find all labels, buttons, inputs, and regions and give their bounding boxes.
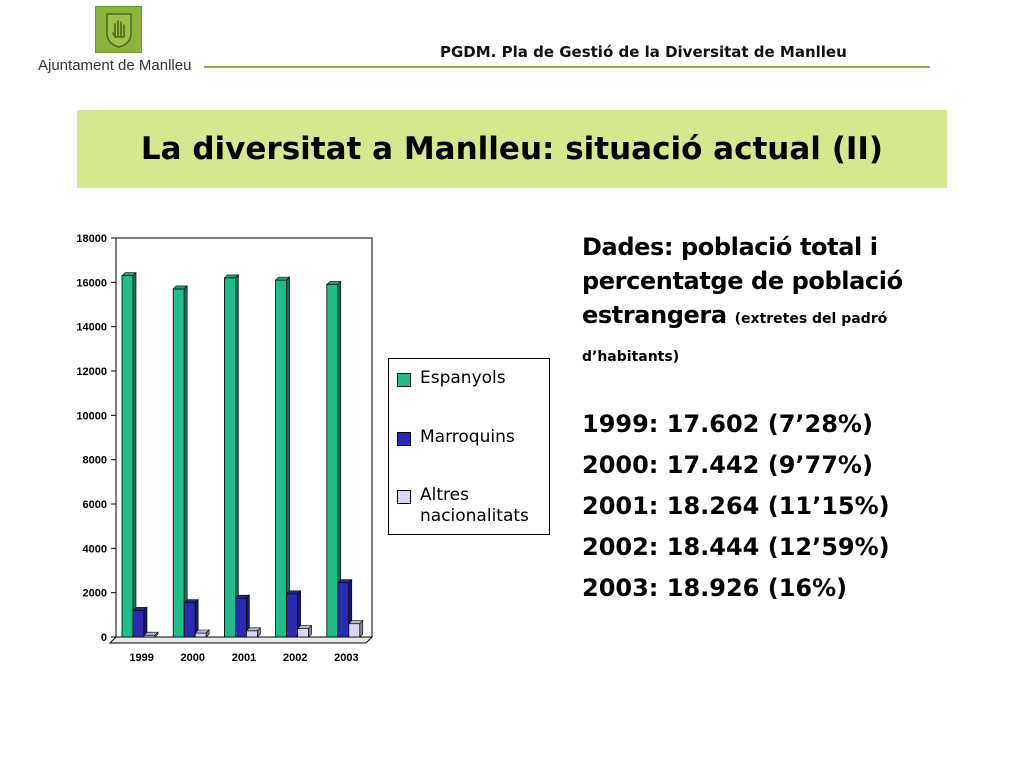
y-tick-label: 8000 xyxy=(82,454,107,467)
side-heading xyxy=(582,230,952,374)
y-tick-label: 6000 xyxy=(82,499,107,511)
bar-espanyols xyxy=(224,278,235,637)
bar-altres-nacionalitats xyxy=(246,631,257,637)
y-tick-label: 18000 xyxy=(76,233,107,245)
legend-swatch-espanyols xyxy=(397,373,411,387)
stat-1999: 1999: 17.602 (7’28%) xyxy=(582,410,873,438)
x-tick-label: 2002 xyxy=(282,652,308,664)
y-tick-label: 16000 xyxy=(76,277,107,290)
legend-label-espanyols: Espanyols xyxy=(420,368,506,388)
legend-label-altres: Altres nacionalitats xyxy=(420,485,529,526)
slide-title: La diversitat a Manlleu: situació actual (II) xyxy=(140,131,884,167)
bar-marroquins xyxy=(338,583,349,637)
chart-floor xyxy=(110,637,372,643)
logo-text: Ajuntament de Manlleu xyxy=(38,57,192,74)
header-title: PGDM. Pla de Gestió de la Diversitat de Manlleu xyxy=(440,43,847,61)
stat-2002: 2002: 18.444 (12’59%) xyxy=(582,533,890,561)
legend-swatch-marroquins xyxy=(397,432,411,446)
bar-espanyols xyxy=(122,276,133,637)
y-tick-label: 10000 xyxy=(76,410,107,423)
stat-2003: 2003: 18.926 (16%) xyxy=(582,574,848,602)
bar-espanyols xyxy=(327,285,338,637)
stat-2001: 2001: 18.264 (11’15%) xyxy=(582,492,890,520)
bar-espanyols xyxy=(173,289,184,637)
y-tick-label: 4000 xyxy=(82,543,107,556)
bar-side xyxy=(235,275,238,637)
bar-altres-nacionalitats xyxy=(195,633,206,637)
stat-2000: 2000: 17.442 (9’77%) xyxy=(582,451,873,479)
x-tick-label: 2000 xyxy=(180,652,206,664)
legend-item-marroquins xyxy=(397,427,515,447)
legend-item-altres xyxy=(397,485,547,527)
y-tick-label: 12000 xyxy=(76,366,107,378)
bar-altres-nacionalitats xyxy=(349,624,360,637)
bar-side xyxy=(133,273,136,637)
y-tick-label: 14000 xyxy=(76,321,107,334)
bar-side xyxy=(184,286,187,637)
x-tick-label: 2003 xyxy=(334,652,359,664)
side-heading-text: Dades: població total i percentatge de població estrangera xyxy=(582,233,903,329)
y-tick-label: 2000 xyxy=(82,587,107,600)
bar-altres-nacionalitats xyxy=(298,629,309,637)
bar-marroquins xyxy=(184,603,195,637)
legend-swatch-altres xyxy=(397,490,411,504)
bar-marroquins xyxy=(235,598,246,637)
bar-side xyxy=(360,621,363,637)
chart-legend xyxy=(388,358,550,535)
y-tick-label: 0 xyxy=(100,632,107,644)
side-note: (extretes del padró d’habitants) xyxy=(582,311,888,365)
stats-list xyxy=(582,404,952,609)
x-tick-label: 2001 xyxy=(231,652,257,664)
x-tick-label: 1999 xyxy=(129,652,154,664)
legend-item-espanyols xyxy=(397,368,506,388)
legend-label-marroquins: Marroquins xyxy=(420,427,515,447)
bar-side xyxy=(287,277,290,637)
bar-espanyols xyxy=(276,280,287,637)
bar-marroquins xyxy=(287,594,298,637)
bar-marroquins xyxy=(133,610,144,637)
side-panel xyxy=(582,230,952,609)
